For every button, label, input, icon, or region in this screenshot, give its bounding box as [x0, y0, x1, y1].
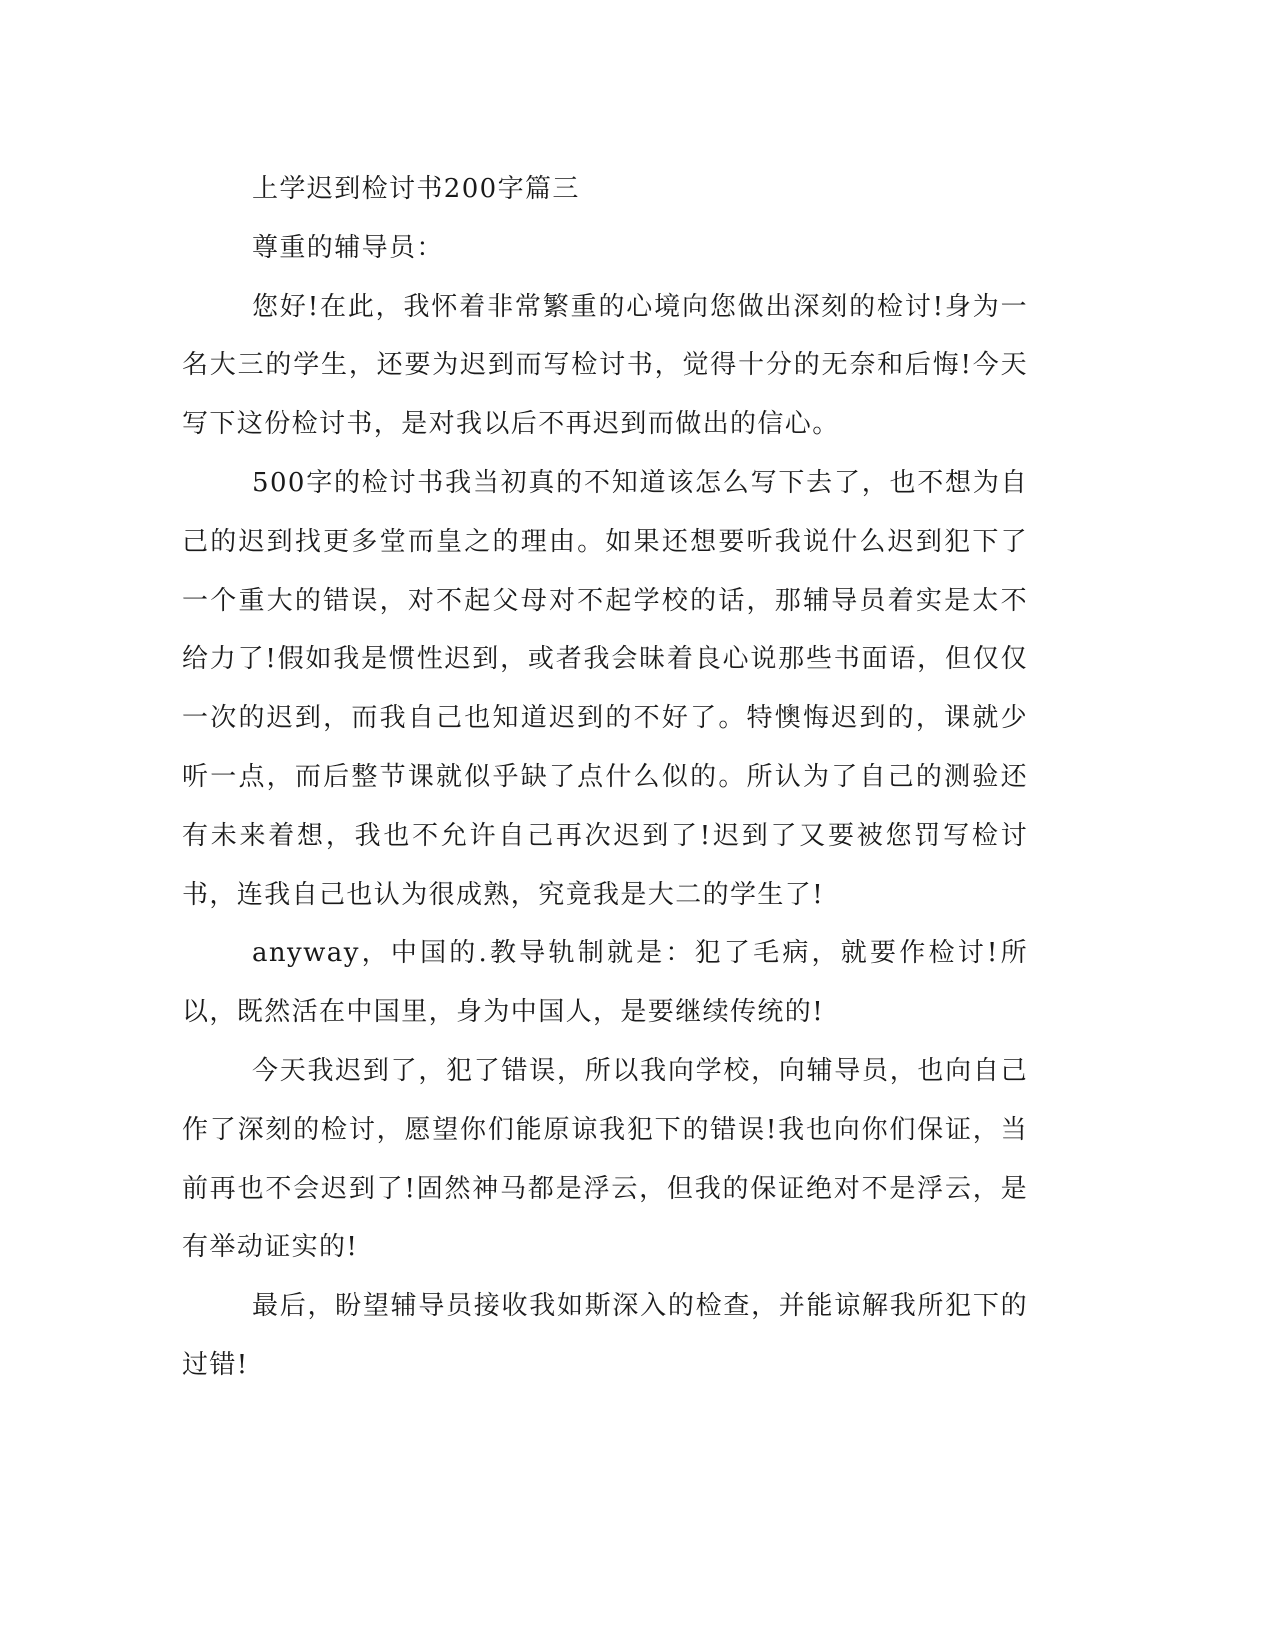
paragraph: 最后，盼望辅导员接收我如斯深入的检查，并能谅解我所犯下的过错! — [182, 1291, 1028, 1380]
document-page — [182, 160, 1028, 1395]
paragraph: 您好!在此，我怀着非常繁重的心境向您做出深刻的检讨!身为一名大三的学生，还要为迟到而写检讨书，觉得十分的无奈和后悔!今天写下这份检讨书，是对我以后不再迟到而做出的信心。 — [182, 291, 1028, 440]
paragraph: 500字的检讨书我当初真的不知道该怎么写下去了，也不想为自己的迟到找更多堂而皇之的理由。如果还想要听我说什么迟到犯下了一个重大的错误，对不起父母对不起学校的话，那辅导员着实是太不给力了!假如我是惯性迟到，或者我会昧着良心说那些书面语，但仅仅一次的迟到，而我自己也知道迟到的不好了。特懊悔迟到的，课就少听一点，而后整节课就似乎缺了点什么似的。所认为了自己的测验还有未来着想，我也不允许自己再次迟到了!迟到了又要被您罚写检讨书，连我自己也认为很成熟，究竟我是大二的学生了! — [182, 467, 1028, 910]
salutation: 尊重的辅导员： — [252, 232, 444, 263]
paragraph: anyway，中国的.教导轨制就是：犯了毛病，就要作检讨!所以，既然活在中国里，身为中国人，是要继续传统的! — [182, 938, 1028, 1028]
paragraph: 今天我迟到了，犯了错误，所以我向学校，向辅导员，也向自己作了深刻的检讨，愿望你们能原谅我犯下的错误!我也向你们保证，当前再也不会迟到了!固然神马都是浮云，但我的保证绝对不是浮云，是有举动证实的! — [182, 1055, 1028, 1263]
document-title: 上学迟到检讨书200字篇三 — [252, 174, 580, 204]
